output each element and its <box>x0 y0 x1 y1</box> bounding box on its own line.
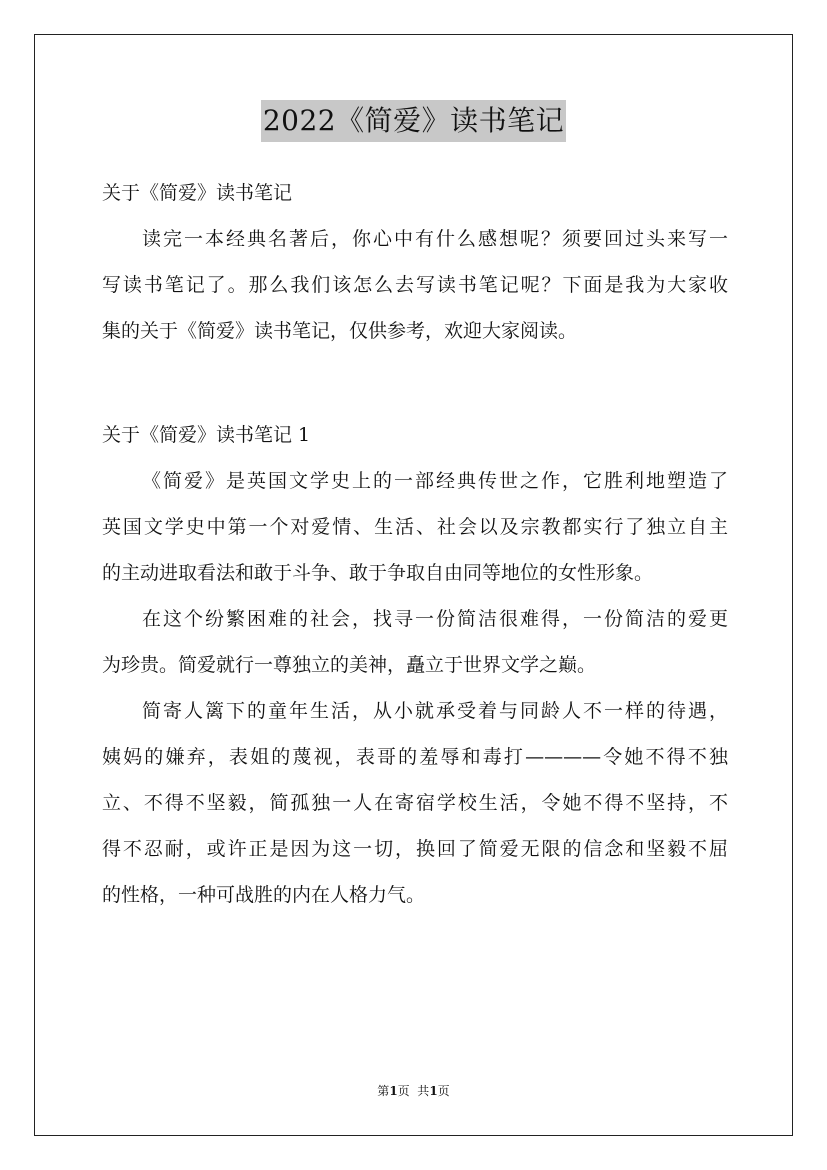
document-body <box>102 170 728 918</box>
paragraph-line: 在这个纷繁困难的社会，找寻一份简洁很难得，一份简洁的爱更 <box>142 608 728 630</box>
footer-page-number: 1 <box>389 1084 398 1098</box>
intro-heading: 关于《简爱》读书笔记 <box>102 182 293 204</box>
intro-line: 读完一本经典名著后，你心中有什么感想呢？须要回过头来写一 <box>142 228 728 250</box>
document-title: 2022《简爱》读书笔记 <box>261 100 566 142</box>
section-heading: 关于《简爱》读书笔记 1 <box>102 424 311 446</box>
paragraph-line: 简寄人篱下的童年生活，从小就承受着与同龄人不一样的待遇， <box>142 700 728 722</box>
footer-page-total: 1 <box>429 1084 438 1098</box>
intro-line: 集的关于《简爱》读书笔记，仅供参考，欢迎大家阅读。 <box>102 320 578 342</box>
spacer <box>102 354 728 412</box>
footer-suffix: 页 <box>437 1084 450 1098</box>
paragraph-line: 英国文学史中第一个对爱情、生活、社会以及宗教都实行了独立自主 <box>102 516 728 538</box>
intro-line: 写读书笔记了。那么我们该怎么去写读书笔记呢？下面是我为大家收 <box>102 274 728 296</box>
paragraph-line: 为珍贵。简爱就行一尊独立的美神，矗立于世界文学之巅。 <box>102 654 597 676</box>
footer-mid: 页 共 <box>397 1084 430 1098</box>
paragraph-line: 姨妈的嫌弃，表姐的蔑视，表哥的羞辱和毒打————令她不得不独 <box>102 746 728 768</box>
paragraph-line: 立、不得不坚毅，简孤独一人在寄宿学校生活，令她不得不坚持，不 <box>102 792 728 814</box>
page-footer <box>0 1083 827 1099</box>
footer-prefix: 第 <box>377 1084 390 1098</box>
paragraph-line: 得不忍耐，或许正是因为这一切，换回了简爱无限的信念和坚毅不屈 <box>102 838 728 860</box>
title-container <box>0 100 827 142</box>
paragraph-line: 的性格，一种可战胜的内在人格力气。 <box>102 884 426 906</box>
paragraph-line: 的主动进取看法和敢于斗争、敢于争取自由同等地位的女性形象。 <box>102 562 654 584</box>
paragraph-line: 《简爱》是英国文学史上的一部经典传世之作，它胜利地塑造了 <box>142 470 728 492</box>
